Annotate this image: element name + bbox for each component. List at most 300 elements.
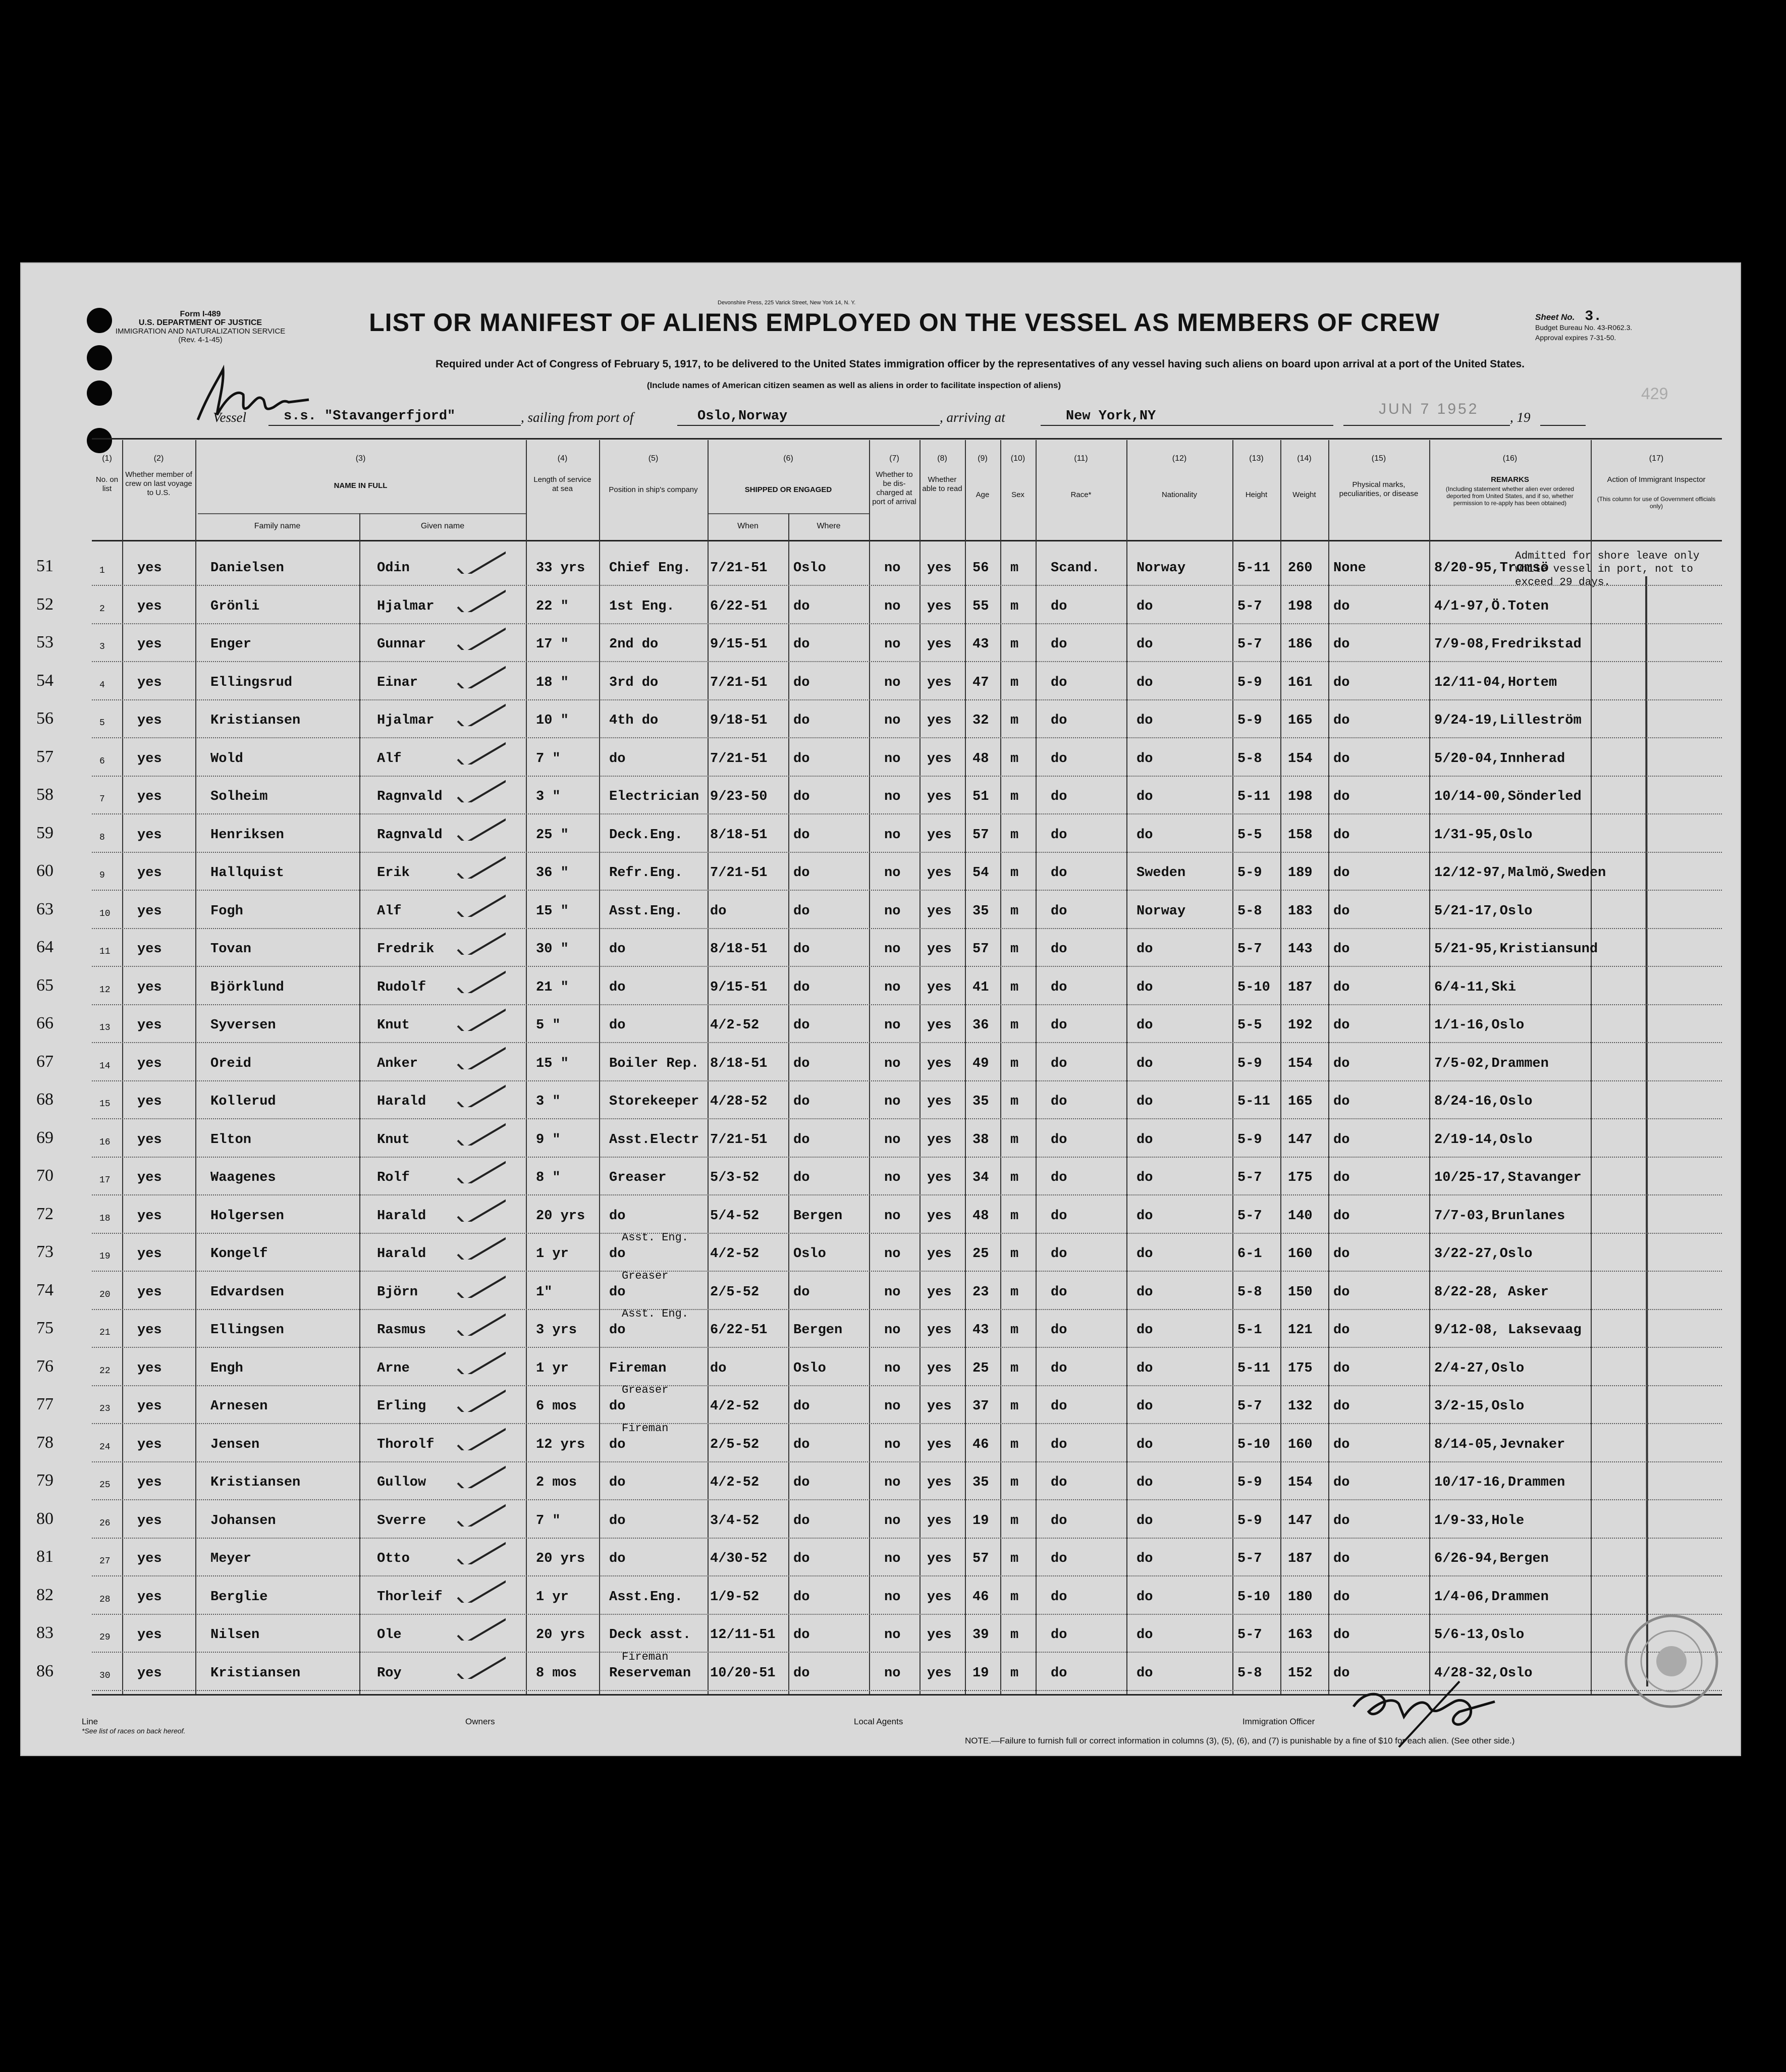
age: 49: [972, 1056, 989, 1071]
age: 46: [972, 1589, 989, 1605]
crew-flag: yes: [137, 942, 162, 957]
able-read: yes: [927, 1627, 952, 1643]
ln-line: 6: [99, 756, 105, 767]
shipped-where: Oslo: [793, 1360, 826, 1376]
weight: 158: [1288, 827, 1313, 843]
shipped-when: 7/21-51: [710, 1132, 768, 1148]
ln-list: 74: [36, 1280, 53, 1299]
check-mark-icon: [455, 1006, 506, 1031]
remarks: 4/28-32,Oslo: [1434, 1665, 1533, 1681]
given-name: Erik: [377, 865, 410, 881]
column-number: (11): [1074, 454, 1088, 463]
shipped-when: 2/5-52: [710, 1284, 760, 1300]
crew-flag: yes: [137, 598, 162, 614]
crew-flag: yes: [137, 1208, 162, 1224]
table-row: [21, 1506, 1742, 1545]
length-service: 3 ": [536, 789, 561, 804]
table-row: [21, 1125, 1742, 1164]
punch-hole: [87, 380, 112, 406]
remarks: 10/14-00,Sönderled: [1434, 789, 1582, 804]
age: 36: [972, 1018, 989, 1033]
discharged: no: [884, 561, 901, 576]
shipped-where: Oslo: [793, 1246, 826, 1262]
sex: m: [1010, 1208, 1019, 1224]
ln-list: 60: [36, 861, 53, 880]
weight: 154: [1288, 1475, 1313, 1490]
sex: m: [1010, 979, 1019, 995]
age: 35: [972, 1094, 989, 1109]
ln-list: 72: [36, 1204, 53, 1223]
given-name: Rudolf: [377, 979, 426, 995]
table-row: [21, 706, 1742, 744]
physical: do: [1333, 598, 1350, 614]
able-read: yes: [927, 789, 952, 804]
height: 5-9: [1237, 1475, 1262, 1490]
col-remarks-sub: (Including statement whether alien ever ordered deported from United States, and if so, whether permission to re-apply has been obtained): [1445, 485, 1575, 507]
column-number: (13): [1249, 454, 1264, 463]
race: do: [1051, 1551, 1067, 1566]
able-read: yes: [927, 1360, 952, 1376]
shipped-where: do: [793, 1132, 810, 1148]
crew-flag: yes: [137, 1323, 162, 1338]
remarks: 7/7-03,Brunlanes: [1434, 1208, 1565, 1224]
table-row: [21, 554, 1742, 592]
able-read: yes: [927, 1589, 952, 1605]
race: do: [1051, 942, 1067, 957]
weight: 160: [1288, 1437, 1313, 1452]
ln-line: 4: [99, 680, 105, 690]
header-bottom-rule: [92, 540, 1722, 541]
physical: do: [1333, 979, 1350, 995]
ln-list: 56: [36, 709, 53, 728]
discharged: no: [884, 1284, 901, 1300]
shipped-when: 9/23-50: [710, 789, 768, 804]
race: do: [1051, 1208, 1067, 1224]
sailing-label: , sailing from port of: [521, 410, 634, 425]
position-correction: Greaser: [622, 1269, 669, 1282]
height: 5-9: [1237, 1513, 1262, 1529]
col-nationality: Nationality: [1161, 490, 1198, 499]
ln-line: 25: [99, 1480, 111, 1490]
weight: 121: [1288, 1323, 1313, 1338]
nationality: Norway: [1136, 561, 1186, 576]
age: 43: [972, 1323, 989, 1338]
form-identifier: [107, 310, 294, 344]
crew-flag: yes: [137, 1437, 162, 1452]
nationality: do: [1136, 598, 1153, 614]
check-mark-icon: [455, 1044, 506, 1069]
weight: 152: [1288, 1665, 1313, 1681]
age: 23: [972, 1284, 989, 1300]
ln-list: 63: [36, 899, 53, 918]
table-row: [21, 1087, 1742, 1125]
physical: do: [1333, 1627, 1350, 1643]
shipped-where: do: [793, 1589, 810, 1605]
col-weight: Weight: [1292, 490, 1316, 499]
race: do: [1051, 903, 1067, 919]
col-discharged: Whether to be dis-charged at port of arrival: [872, 470, 916, 506]
col-when: When: [737, 522, 759, 530]
position: Deck asst.: [609, 1627, 691, 1643]
sailing-port: Oslo,Norway: [697, 409, 788, 424]
ln-list: 64: [36, 938, 53, 956]
nationality: do: [1136, 751, 1153, 767]
able-read: yes: [927, 1284, 952, 1300]
physical: do: [1333, 1094, 1350, 1109]
ln-line: 2: [99, 604, 105, 614]
sex: m: [1010, 827, 1019, 843]
crew-flag: yes: [137, 1665, 162, 1681]
physical: do: [1333, 637, 1350, 652]
shipped-when: 10/20-51: [710, 1665, 776, 1681]
position: Storekeeper: [609, 1094, 699, 1109]
discharged: no: [884, 1323, 901, 1338]
column-number: (15): [1371, 454, 1386, 463]
length-service: 5 ": [536, 1018, 561, 1033]
age: 35: [972, 1475, 989, 1490]
given-name: Ragnvald: [377, 789, 443, 804]
shipped-where: do: [793, 598, 810, 614]
height: 5-7: [1237, 942, 1262, 957]
table-row: [21, 1231, 1742, 1278]
family-name: Nilsen: [210, 1627, 260, 1643]
physical: do: [1333, 1246, 1350, 1262]
col-no-on-list: No. on list: [95, 475, 119, 493]
nationality: do: [1136, 1284, 1153, 1300]
ln-list: 58: [36, 785, 53, 804]
nationality: do: [1136, 1018, 1153, 1033]
given-name: Björn: [377, 1284, 418, 1300]
underline: [1041, 425, 1333, 426]
height: 5-11: [1237, 789, 1270, 804]
crew-flag: yes: [137, 1627, 162, 1643]
age: 35: [972, 903, 989, 919]
race: do: [1051, 751, 1067, 767]
discharged: no: [884, 865, 901, 881]
age: 48: [972, 1208, 989, 1224]
weight: 260: [1288, 561, 1313, 576]
ln-list: 77: [36, 1395, 53, 1413]
weight: 198: [1288, 598, 1313, 614]
family-name: Jensen: [210, 1437, 260, 1452]
position: Deck.Eng.: [609, 827, 683, 843]
crew-flag: yes: [137, 1246, 162, 1262]
table-row: [21, 1422, 1742, 1468]
height: 5-10: [1237, 1437, 1270, 1452]
row-separator: [92, 1614, 1722, 1615]
weight: 161: [1288, 675, 1313, 690]
remarks: 8/22-28, Asker: [1434, 1284, 1549, 1300]
form-number: Form I-489: [180, 310, 221, 318]
weight: 183: [1288, 903, 1313, 919]
position-correction: Fireman: [622, 1422, 669, 1435]
shipped-where: do: [793, 1475, 810, 1490]
given-name: Hjalmar: [377, 713, 435, 728]
length-service: 7 ": [536, 751, 561, 767]
remarks: 5/6-13,Oslo: [1434, 1627, 1525, 1643]
table-row: [21, 821, 1742, 859]
check-mark-icon: [455, 1273, 506, 1298]
able-read: yes: [927, 1056, 952, 1071]
table-top-rule: [92, 438, 1722, 440]
family-name: Ellingsen: [210, 1323, 284, 1338]
age: 34: [972, 1170, 989, 1185]
race: do: [1051, 1399, 1067, 1414]
height: 5-8: [1237, 751, 1262, 767]
row-separator: [92, 1347, 1722, 1348]
length-service: 20 yrs: [536, 1551, 585, 1566]
family-name: Meyer: [210, 1551, 252, 1566]
position: 4th do: [609, 713, 659, 728]
physical: do: [1333, 1170, 1350, 1185]
length-service: 3 yrs: [536, 1323, 577, 1338]
check-mark-icon: [455, 1425, 506, 1450]
crew-flag: yes: [137, 1018, 162, 1033]
nationality: do: [1136, 1323, 1153, 1338]
nationality: do: [1136, 1246, 1153, 1262]
ln-list: 86: [36, 1661, 53, 1680]
discharged: no: [884, 903, 901, 919]
family-name: Henriksen: [210, 827, 284, 843]
able-read: yes: [927, 1665, 952, 1681]
physical: do: [1333, 1132, 1350, 1148]
col-shipped: SHIPPED OR ENGAGED: [744, 485, 832, 494]
physical: do: [1333, 827, 1350, 843]
remarks: 8/24-16,Oslo: [1434, 1094, 1533, 1109]
length-service: 15 ": [536, 1056, 569, 1071]
family-name: Danielsen: [210, 561, 284, 576]
able-read: yes: [927, 1323, 952, 1338]
shipped-when: do: [710, 1360, 727, 1376]
length-service: 10 ": [536, 713, 569, 728]
position-correction: Fireman: [622, 1650, 669, 1663]
remarks: 1/9-33,Hole: [1434, 1513, 1525, 1529]
height: 5-9: [1237, 1056, 1262, 1071]
nationality: do: [1136, 1208, 1153, 1224]
sex: m: [1010, 1627, 1019, 1643]
length-service: 17 ": [536, 637, 569, 652]
check-mark-icon: [455, 1463, 506, 1488]
given-name: Alf: [377, 751, 402, 767]
column-number: (3): [355, 454, 366, 463]
footer-line-label: Line: [82, 1717, 98, 1726]
nationality: do: [1136, 1132, 1153, 1148]
ln-list: 70: [36, 1166, 53, 1185]
physical: do: [1333, 1056, 1350, 1071]
physical: do: [1333, 789, 1350, 804]
ln-list: 73: [36, 1242, 53, 1261]
family-name: Kristiansen: [210, 1665, 301, 1681]
able-read: yes: [927, 865, 952, 881]
able-read: yes: [927, 827, 952, 843]
ln-list: 80: [36, 1509, 53, 1528]
check-mark-icon: [455, 625, 506, 650]
weight: 189: [1288, 865, 1313, 881]
table-row: [21, 1202, 1742, 1240]
nationality: do: [1136, 827, 1153, 843]
column-number: (2): [153, 454, 164, 463]
length-service: 1": [536, 1284, 553, 1300]
remarks: 3/22-27,Oslo: [1434, 1246, 1533, 1262]
able-read: yes: [927, 637, 952, 652]
family-name: Arnesen: [210, 1399, 268, 1414]
discharged: no: [884, 1246, 901, 1262]
col-able-read: Whether able to read: [922, 475, 962, 493]
length-service: 25 ": [536, 827, 569, 843]
race: do: [1051, 1094, 1067, 1109]
height: 5-7: [1237, 1399, 1262, 1414]
remarks: 5/21-95,Kristiansund: [1434, 942, 1598, 957]
physical: do: [1333, 1513, 1350, 1529]
table-row: [21, 973, 1742, 1011]
check-mark-icon: [455, 815, 506, 841]
ln-list: 68: [36, 1090, 53, 1109]
check-mark-icon: [455, 1082, 506, 1107]
able-read: yes: [927, 1551, 952, 1566]
crew-flag: yes: [137, 789, 162, 804]
race: do: [1051, 598, 1067, 614]
age: 38: [972, 1132, 989, 1148]
remarks: 8/14-05,Jevnaker: [1434, 1437, 1565, 1452]
ln-line: 1: [99, 566, 105, 576]
weight: 165: [1288, 713, 1313, 728]
position: Electrician: [609, 789, 699, 804]
age: 48: [972, 751, 989, 767]
check-mark-icon: [455, 739, 506, 765]
shipped-when: 4/2-52: [710, 1018, 760, 1033]
position: do: [609, 1323, 626, 1338]
punch-hole: [87, 345, 112, 370]
length-service: 36 ": [536, 865, 569, 881]
remarks: 2/4-27,Oslo: [1434, 1360, 1525, 1376]
race: do: [1051, 1589, 1067, 1605]
nationality: do: [1136, 942, 1153, 957]
nationality: do: [1136, 979, 1153, 995]
family-name: Kongelf: [210, 1246, 268, 1262]
vessel-label: Vessel: [213, 410, 246, 425]
discharged: no: [884, 1056, 901, 1071]
row-separator: [92, 1042, 1722, 1043]
check-mark-icon: [455, 701, 506, 726]
weight: 165: [1288, 1094, 1313, 1109]
age: 46: [972, 1437, 989, 1452]
weight: 186: [1288, 637, 1313, 652]
weight: 143: [1288, 942, 1313, 957]
nationality: do: [1136, 789, 1153, 804]
length-service: 22 ": [536, 598, 569, 614]
shipped-when: 4/30-52: [710, 1551, 768, 1566]
discharged: no: [884, 1627, 901, 1643]
position: 3rd do: [609, 675, 659, 690]
family-name: Holgersen: [210, 1208, 284, 1224]
row-separator: [92, 737, 1722, 738]
given-name: Gullow: [377, 1475, 426, 1490]
position: do: [609, 1208, 626, 1224]
given-name: Anker: [377, 1056, 418, 1071]
check-mark-icon: [455, 968, 506, 993]
position: do: [609, 1551, 626, 1566]
shipped-where: Oslo: [793, 561, 826, 576]
race: Scand.: [1051, 561, 1100, 576]
shipped-where: do: [793, 865, 810, 881]
given-name: Odin: [377, 561, 410, 576]
family-name: Kristiansen: [210, 1475, 301, 1490]
able-read: yes: [927, 675, 952, 690]
shipped-when: do: [710, 903, 727, 919]
column-number: (6): [783, 454, 793, 463]
remarks: 2/19-14,Oslo: [1434, 1132, 1533, 1148]
remarks: 10/17-16,Drammen: [1434, 1475, 1565, 1490]
shipped-where: do: [793, 1551, 810, 1566]
sex: m: [1010, 1665, 1019, 1681]
table-row: [21, 1620, 1742, 1659]
shipped-when: 6/22-51: [710, 598, 768, 614]
able-read: yes: [927, 598, 952, 614]
race: do: [1051, 827, 1067, 843]
check-mark-icon: [455, 549, 506, 574]
position: do: [609, 1284, 626, 1300]
family-name: Grönli: [210, 598, 260, 614]
race: do: [1051, 1360, 1067, 1376]
col-sex: Sex: [1011, 490, 1024, 499]
discharged: no: [884, 979, 901, 995]
shipped-where: do: [793, 942, 810, 957]
ln-list: 66: [36, 1014, 53, 1032]
underline: [1343, 425, 1510, 426]
shipped-where: do: [793, 789, 810, 804]
table-row: [21, 1544, 1742, 1583]
shipped-when: 5/4-52: [710, 1208, 760, 1224]
col-whether-member: Whether member of crew on last voyage to U.S.: [125, 470, 192, 497]
ln-line: 18: [99, 1213, 111, 1224]
given-name: Arne: [377, 1360, 410, 1376]
height: 5-7: [1237, 1170, 1262, 1185]
ln-line: 24: [99, 1442, 111, 1452]
length-service: 6 mos: [536, 1399, 577, 1414]
able-read: yes: [927, 1208, 952, 1224]
sex: m: [1010, 1399, 1019, 1414]
check-mark-icon: [455, 1577, 506, 1603]
age: 37: [972, 1399, 989, 1414]
crew-flag: yes: [137, 1360, 162, 1376]
family-name: Syversen: [210, 1018, 276, 1033]
ln-line: 29: [99, 1632, 111, 1643]
length-service: 30 ": [536, 942, 569, 957]
shipped-where: do: [793, 1627, 810, 1643]
shipped-when: 7/21-51: [710, 561, 768, 576]
given-name: Einar: [377, 675, 418, 690]
physical: do: [1333, 1665, 1350, 1681]
remarks: 5/20-04,Innherad: [1434, 751, 1565, 767]
age: 32: [972, 713, 989, 728]
check-mark-icon: [455, 1615, 506, 1641]
race: do: [1051, 1437, 1067, 1452]
length-service: 15 ": [536, 903, 569, 919]
table-row: [21, 1307, 1742, 1354]
table-row: [21, 1468, 1742, 1506]
discharged: no: [884, 1551, 901, 1566]
footer-note: NOTE.—Failure to furnish full or correct information in columns (3), (5), (6), and (7) is punishable by a fine of $10 for each alien. (See other side.): [965, 1736, 1515, 1746]
weight: 187: [1288, 979, 1313, 995]
position: Fireman: [609, 1360, 667, 1376]
shipped-where: do: [793, 1437, 810, 1452]
sex: m: [1010, 1284, 1019, 1300]
table-row: [21, 1163, 1742, 1202]
ln-line: 7: [99, 794, 105, 804]
discharged: no: [884, 1094, 901, 1109]
crew-flag: yes: [137, 1513, 162, 1529]
footnote: *See list of races on back hereof.: [82, 1727, 186, 1735]
